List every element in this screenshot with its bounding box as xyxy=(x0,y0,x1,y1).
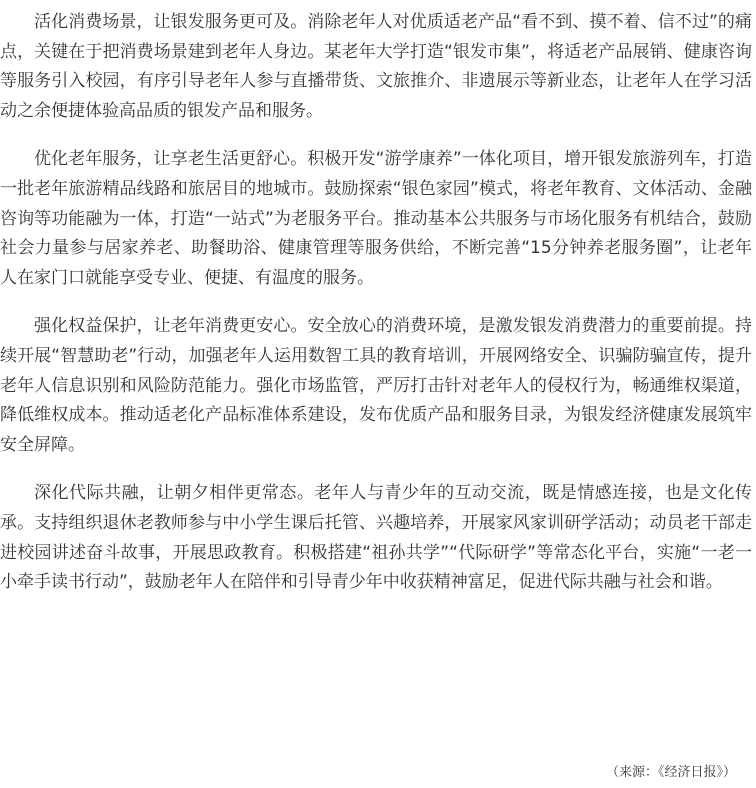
article-source: （来源：《经济日报》） xyxy=(605,765,736,780)
paragraph-rights-protection: 强化权益保护，让老年消费更安心。安全放心的消费环境，是激发银发消费潜力的重要前提。持续开展“智慧助老”行动，加强老年人运用数智工具的教育培训，开展网络安全、识骗防骗宣传，提升老年人信息识别和风险防范能力。强化市场监管，严厉打击针对老年人的侵权行为，畅通维权渠道，降低维权成本。推动适老化产品标准体系建设，发布优质产品和服务目录，为银发经济健康发展筑牢安全屏障。 xyxy=(0,316,752,455)
paragraph-intergenerational: 深化代际共融，让朝夕相伴更常态。老年人与青少年的互动交流，既是情感连接，也是文化传承。支持组织退休老教师参与中小学生课后托管、兴趣培养，开展家风家训研学活动；动员老干部走进校园讲述奋斗故事，开展思政教育。积极搭建“祖孙共学”“代际研学”等常态化平台，实施“一老一小牵手读书行动”，鼓励老年人在陪伴和引导青少年中收获精神富足，促进代际共融与社会和谐。 xyxy=(0,483,752,593)
paragraph-consumption-scenes: 活化消费场景，让银发服务更可及。消除老年人对优质适老产品“看不到、摸不着、信不过”的痛点，关键在于把消费场景建到老年人身边。某老年大学打造“银发市集”，将适老产品展销、健康咨询等服务引入校园，有序引导老年人参与直播带货、文旅推介、非遗展示等新业态，让老年人在学习活动之余便捷体验高品质的银发产品和服务。 xyxy=(0,12,752,121)
paragraph-elderly-services: 优化老年服务，让享老生活更舒心。积极开发“游学康养”一体化项目，增开银发旅游列车，打造一批老年旅游精品线路和旅居目的地城市。鼓励探索“银色家园”模式，将老年教育、文体活动、金融咨询等功能融为一体，打造“一站式”为老服务平台。推动基本公共服务与市场化服务有机结合，鼓励社会力量参与居家养老、助餐助浴、健康管理等服务供给，不断完善“15分钟养老服务圈”，让老年人在家门口就能享受专业、便捷、有温度的服务。 xyxy=(0,149,752,288)
